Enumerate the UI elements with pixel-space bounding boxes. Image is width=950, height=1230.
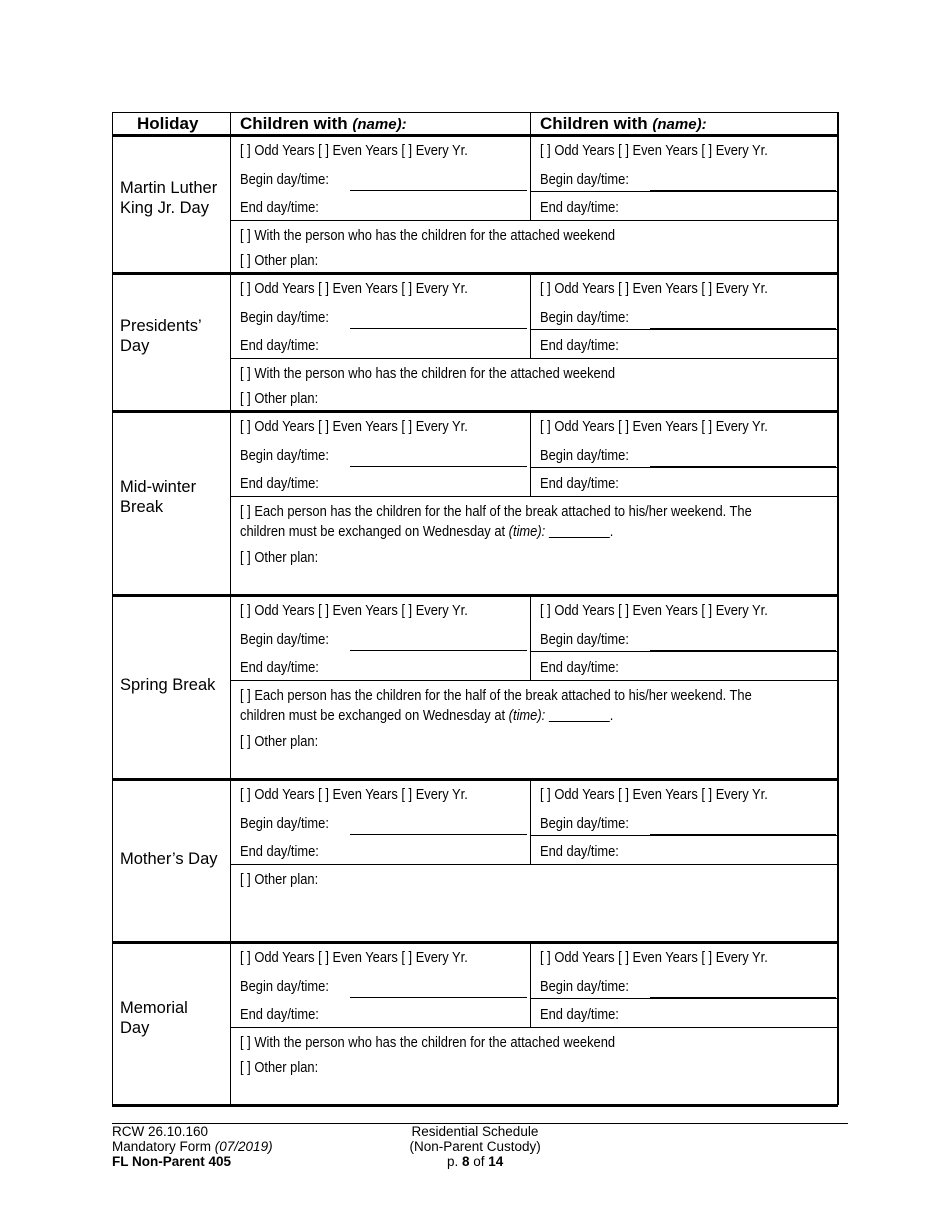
year-options: [ ] Odd Years [ ] Even Years [ ] Every Yr. xyxy=(240,949,468,966)
table-left-border xyxy=(112,112,113,1105)
end-daytime-label: End day/time: xyxy=(540,659,619,676)
other-plan-option: [ ] Other plan: xyxy=(240,549,319,566)
end-daytime-label: End day/time: xyxy=(240,337,319,354)
begin-daytime-label: Begin day/time: xyxy=(540,631,629,648)
begin-daytime-label: Begin day/time: xyxy=(540,309,629,326)
begin-daytime-blank xyxy=(650,466,836,467)
begin-daytime-label: Begin day/time: xyxy=(240,447,329,464)
section-divider xyxy=(112,941,838,944)
other-plan-option: [ ] Other plan: xyxy=(240,1059,319,1076)
year-options: [ ] Odd Years [ ] Even Years [ ] Every Yr. xyxy=(240,602,468,619)
half-break-option: [ ] Each person has the children for the half of the break attached to his/her weekend. The xyxy=(240,503,752,520)
table-bottom-border xyxy=(112,1104,838,1107)
begin-daytime-label: Begin day/time: xyxy=(240,171,329,188)
year-options: [ ] Odd Years [ ] Even Years [ ] Every Yr. xyxy=(240,418,468,435)
begin-daytime-blank xyxy=(650,190,836,191)
begin-daytime-label: Begin day/time: xyxy=(540,171,629,188)
begin-daytime-blank xyxy=(650,650,836,651)
parent-column-divider xyxy=(530,411,531,497)
children-with-header xyxy=(240,114,407,135)
row-rule xyxy=(230,220,838,221)
wednesday-exchange-text xyxy=(240,523,613,541)
table-right-border xyxy=(837,112,839,1105)
row-rule xyxy=(230,680,838,681)
footer-page-number xyxy=(447,1154,503,1169)
exchange-text: children must be exchanged on Wednesday at xyxy=(240,523,509,540)
begin-daytime-blank xyxy=(350,466,527,467)
parent-column-divider xyxy=(530,779,531,865)
holiday-name-line: Break xyxy=(120,498,164,516)
holiday-name xyxy=(120,477,196,517)
row-rule xyxy=(530,651,838,652)
year-options: [ ] Odd Years [ ] Even Years [ ] Every Yr. xyxy=(540,418,768,435)
exchange-text: children must be exchanged on Wednesday at xyxy=(240,707,509,724)
footer-rcw: RCW 26.10.160 xyxy=(112,1124,209,1139)
row-rule xyxy=(230,496,838,497)
holiday-name-line: Martin Luther xyxy=(120,179,218,197)
begin-daytime-blank xyxy=(350,834,527,835)
row-rule xyxy=(530,467,838,468)
mandatory-label: Mandatory Form xyxy=(112,1139,215,1154)
section-divider xyxy=(112,594,838,597)
end-daytime-label: End day/time: xyxy=(240,475,319,492)
year-options: [ ] Odd Years [ ] Even Years [ ] Every Yr. xyxy=(240,142,468,159)
begin-daytime-label: Begin day/time: xyxy=(240,815,329,832)
year-options: [ ] Odd Years [ ] Even Years [ ] Every Yr. xyxy=(540,602,768,619)
children-with-label: Children with xyxy=(240,114,353,133)
row-rule xyxy=(530,835,838,836)
year-options: [ ] Odd Years [ ] Even Years [ ] Every Yr. xyxy=(240,280,468,297)
holiday-name xyxy=(120,849,218,869)
holiday-column-header: Holiday xyxy=(137,114,199,133)
other-plan-option: [ ] Other plan: xyxy=(240,733,319,750)
page-total: 14 xyxy=(488,1154,504,1169)
holiday-name-line: Spring Break xyxy=(120,676,216,694)
row-rule xyxy=(230,1027,838,1028)
section-divider xyxy=(112,272,838,275)
holiday-column-divider xyxy=(230,112,231,1105)
children-with-label: Children with xyxy=(540,114,653,133)
table-top-border xyxy=(112,112,839,113)
holiday-name-line: Mid-winter xyxy=(120,478,197,496)
row-rule xyxy=(530,329,838,330)
end-daytime-label: End day/time: xyxy=(240,659,319,676)
page-prefix: p. xyxy=(447,1154,463,1169)
parent-column-divider xyxy=(530,135,531,221)
holiday-name xyxy=(120,178,217,218)
year-options: [ ] Odd Years [ ] Even Years [ ] Every Yr. xyxy=(540,949,768,966)
attached-weekend-option: [ ] With the person who has the children for the attached weekend xyxy=(240,1034,616,1051)
begin-daytime-label: Begin day/time: xyxy=(240,631,329,648)
year-options: [ ] Odd Years [ ] Even Years [ ] Every Yr. xyxy=(540,280,768,297)
begin-daytime-blank xyxy=(350,650,527,651)
time-blank[interactable] xyxy=(549,523,610,540)
row-rule xyxy=(530,191,838,192)
begin-daytime-label: Begin day/time: xyxy=(540,815,629,832)
begin-daytime-blank xyxy=(650,328,836,329)
other-plan-option: [ ] Other plan: xyxy=(240,252,319,269)
begin-daytime-blank xyxy=(650,834,836,835)
mandatory-date: (07/2019) xyxy=(214,1139,273,1154)
begin-daytime-label: Begin day/time: xyxy=(240,978,329,995)
year-options: [ ] Odd Years [ ] Even Years [ ] Every Yr. xyxy=(540,786,768,803)
wednesday-exchange-text xyxy=(240,707,613,725)
begin-daytime-blank xyxy=(350,190,527,191)
end-daytime-label: End day/time: xyxy=(540,199,619,216)
other-plan-option: [ ] Other plan: xyxy=(240,390,319,407)
time-hint: (time): xyxy=(508,523,546,540)
row-rule xyxy=(230,864,838,865)
time-hint: (time): xyxy=(508,707,546,724)
name-hint: (name): xyxy=(352,116,407,133)
row-rule xyxy=(230,358,838,359)
end-daytime-label: End day/time: xyxy=(240,843,319,860)
holiday-name-line: Presidents’ xyxy=(120,317,202,335)
holiday-name-line: Day xyxy=(120,1018,150,1037)
period: . xyxy=(609,707,614,724)
begin-daytime-blank xyxy=(350,997,527,998)
attached-weekend-option: [ ] With the person who has the children for the attached weekend xyxy=(240,365,616,382)
holiday-name-line: King Jr. Day xyxy=(120,199,209,217)
holiday-name-line: Mother’s Day xyxy=(120,849,218,868)
section-divider xyxy=(112,778,838,781)
half-break-option: [ ] Each person has the children for the half of the break attached to his/her weekend. The xyxy=(240,687,752,704)
period: . xyxy=(609,523,614,540)
footer-mandatory xyxy=(112,1139,273,1154)
end-daytime-label: End day/time: xyxy=(240,1006,319,1023)
holiday-name-line: Day xyxy=(120,337,150,355)
holiday-name xyxy=(120,998,188,1038)
end-daytime-label: End day/time: xyxy=(240,199,319,216)
end-daytime-label: End day/time: xyxy=(540,843,619,860)
attached-weekend-option: [ ] With the person who has the children for the attached weekend xyxy=(240,227,616,244)
end-daytime-label: End day/time: xyxy=(540,1006,619,1023)
begin-daytime-label: Begin day/time: xyxy=(540,978,629,995)
footer-subtitle: (Non-Parent Custody) xyxy=(409,1139,541,1154)
page-current: 8 xyxy=(462,1154,470,1169)
header-column-divider xyxy=(530,112,531,135)
begin-daytime-blank xyxy=(350,328,527,329)
begin-daytime-label: Begin day/time: xyxy=(240,309,329,326)
begin-daytime-label: Begin day/time: xyxy=(540,447,629,464)
header-bottom-border xyxy=(112,134,838,137)
footer-title: Residential Schedule xyxy=(411,1124,539,1139)
parent-column-divider xyxy=(530,942,531,1028)
section-divider xyxy=(112,410,838,413)
begin-daytime-blank xyxy=(650,997,836,998)
end-daytime-label: End day/time: xyxy=(540,337,619,354)
other-plan-option: [ ] Other plan: xyxy=(240,871,319,888)
row-rule xyxy=(530,998,838,999)
end-daytime-label: End day/time: xyxy=(540,475,619,492)
page-of: of xyxy=(469,1154,489,1169)
footer-form-id: FL Non-Parent 405 xyxy=(112,1154,232,1169)
holiday-name xyxy=(120,675,215,695)
time-blank[interactable] xyxy=(549,707,610,724)
year-options: [ ] Odd Years [ ] Even Years [ ] Every Yr. xyxy=(240,786,468,803)
children-with-header xyxy=(540,114,707,135)
name-hint: (name): xyxy=(652,116,707,133)
holiday-name-line: Memorial xyxy=(120,998,188,1017)
holiday-name xyxy=(120,316,202,356)
year-options: [ ] Odd Years [ ] Even Years [ ] Every Yr. xyxy=(540,142,768,159)
parent-column-divider xyxy=(530,273,531,359)
parent-column-divider xyxy=(530,595,531,681)
